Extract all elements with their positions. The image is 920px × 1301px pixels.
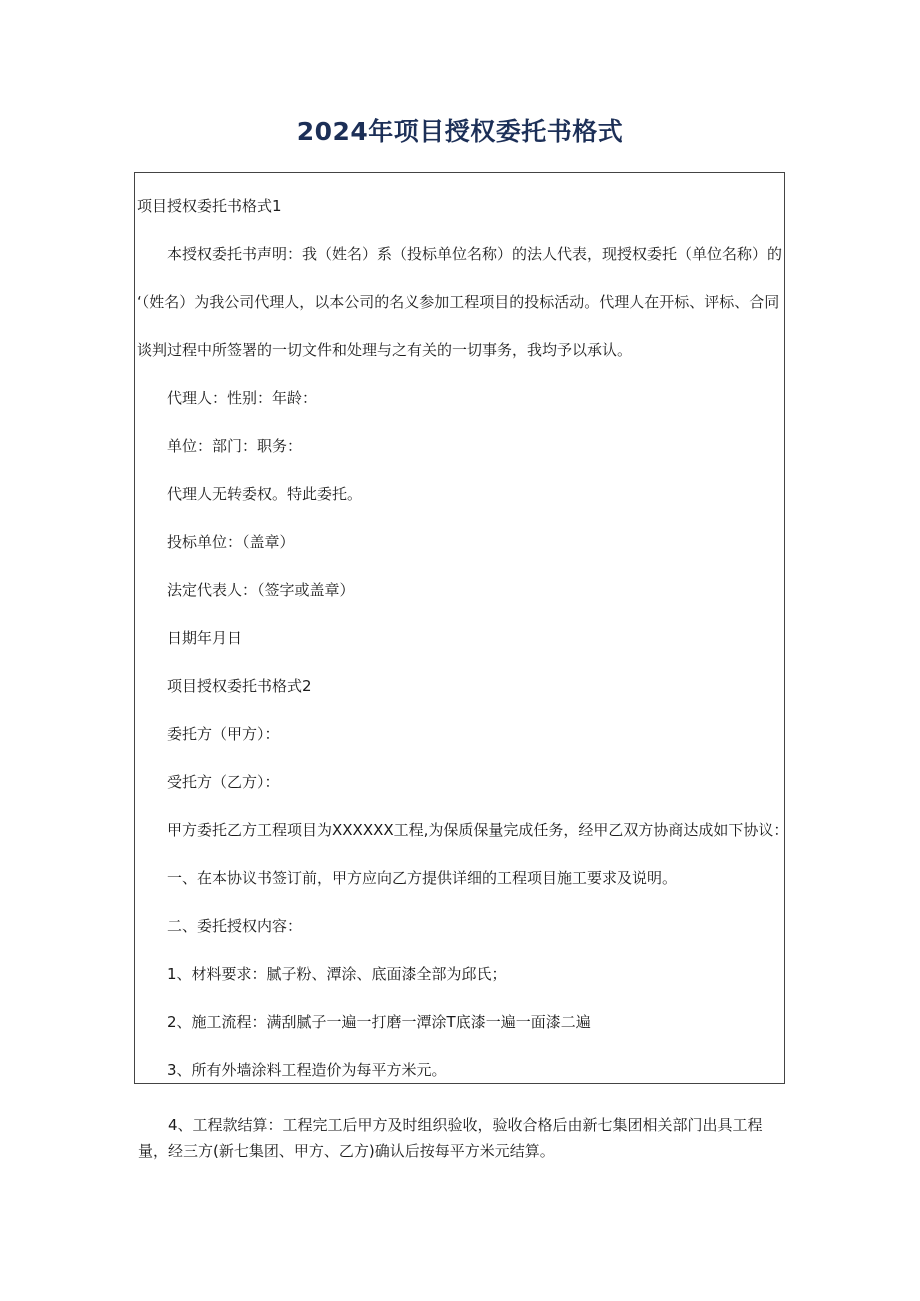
clause-1-line: 一、在本协议书签订前，甲方应向乙方提供详细的工程项目施工要求及说明。 [167, 869, 678, 887]
bidder-seal-line: 投标单位：（盖章） [167, 533, 295, 551]
date-line: 日期年月日 [167, 629, 243, 647]
party-a-line: 委托方（甲方）： [167, 725, 280, 743]
declaration-line-2: ‘（姓名）为我公司代理人，以本公司的名义参加工程项目的投标活动。代理人在开标、评标、合同 [137, 293, 780, 311]
agreement-intro-line: 甲方委托乙方工程项目为XXXXXX工程,为保质保量完成任务，经甲乙双方协商达成如下协议： [167, 821, 789, 839]
party-b-line: 受托方（乙方）： [167, 773, 280, 791]
settlement-paragraph: 4、工程款结算：工程完工后甲方及时组织验收，验收合格后由新七集团相关部门出具工程量，经三方(新七集团、甲方、乙方)确认后按每平方米元结算。 [138, 1116, 763, 1160]
process-line: 2、施工流程：满刮腻子一遍一打磨一潭涂T底漆一遍一面漆二遍 [167, 1013, 591, 1031]
material-req-line: 1、材料要求：腻子粉、潭涂、底面漆全部为邱氏； [167, 965, 507, 983]
unit-info-line: 单位：部门：职务： [167, 437, 303, 455]
document-title: 2024年项目授权委托书格式 [296, 117, 624, 146]
clause-2-line: 二、委托授权内容： [167, 917, 303, 935]
agent-info-line: 代理人：性别：年龄： [167, 389, 318, 407]
content-box [134, 172, 789, 1084]
no-subdelegation-line: 代理人无转委权。特此委托。 [167, 485, 363, 503]
section-heading-2: 项目授权委托书格式2 [167, 677, 312, 695]
cost-line: 3、所有外墙涂料工程造价为每平方米元。 [167, 1061, 447, 1079]
declaration-line-3: 谈判过程中所签署的一切文件和处理与之有关的一切事务，我均予以承认。 [137, 341, 633, 359]
declaration-line-1: 本授权委托书声明：我（姓名）系（投标单位名称）的法人代表，现授权委托（单位名称）的 [167, 245, 783, 263]
section-heading-1: 项目授权委托书格式1 [137, 197, 282, 215]
legal-rep-line: 法定代表人：（签字或盖章） [167, 581, 355, 599]
